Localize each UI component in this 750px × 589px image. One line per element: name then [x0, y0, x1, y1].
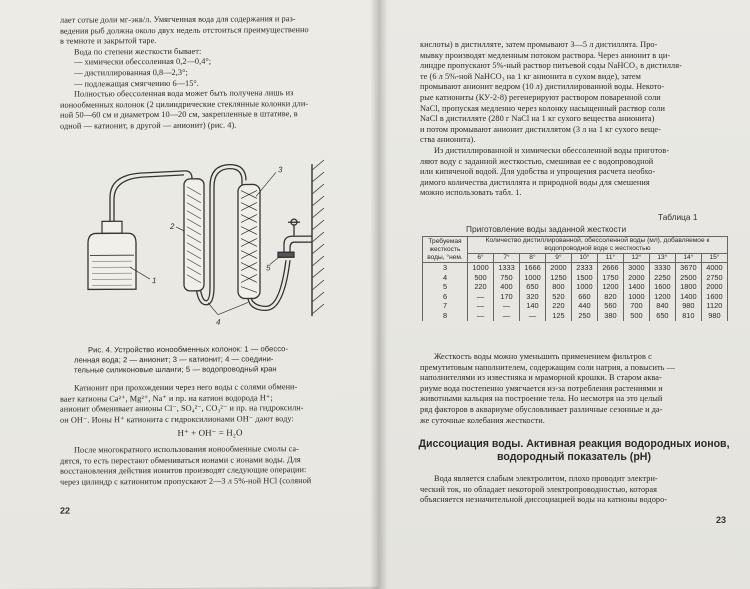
text-line: Жесткость воды можно уменьшить применением фильтров с — [434, 352, 652, 361]
heading-line: Диссоциация воды. Активная реакция водородных ионов, — [418, 438, 730, 450]
text-line: NaCl, пропуская медленно через колонку насыщенный раствор соли — [420, 103, 665, 113]
hardness-class-item: — подлежащая смягчению 6—15°. — [74, 78, 199, 89]
book-gutter-shadow — [370, 0, 388, 589]
table-cell: 320 — [519, 292, 545, 302]
table-body — [423, 263, 728, 321]
table-cell: 440 — [571, 301, 597, 311]
table-col-head: 13° — [649, 254, 675, 263]
text-line: NaCl в дистилляте (280 г NaCl на 1 кг сухого вещества анионита) — [420, 114, 655, 124]
table-cell: 650 — [519, 282, 545, 292]
table-cell: 520 — [545, 292, 571, 302]
table-row-label: 3 — [423, 263, 468, 273]
ion-exchange-figure — [80, 156, 340, 343]
table-column-header: Количество дистиллированной, обессоленной воды (мл), добавляемое к водопроводной воде с жесткостью — [468, 237, 728, 254]
hardness-class-item: — дистиллированная 0,8—2,3°; — [74, 67, 188, 78]
text-line: или кипяченой водой. Для удобства и упрощения расчета необхо- — [420, 167, 656, 177]
table-cell: 220 — [468, 282, 494, 292]
table-cell: 1333 — [493, 263, 519, 273]
text-line: ной 50—60 см и диаметром 10—20 см, закрепленные в штативе, в — [60, 109, 298, 120]
table-cell: 500 — [468, 273, 494, 283]
text-line: объясняется незначительной диссоциацией воды на катионы водоро- — [420, 495, 668, 505]
text-line: ионообменных колонок (2 цилиндрические стеклянные колонки дли- — [60, 98, 309, 110]
table-cell: 1000 — [519, 273, 545, 283]
table-cell: 1000 — [468, 263, 494, 273]
table-cell: — — [468, 311, 494, 321]
collection-bottle-drawing — [88, 221, 136, 289]
text-line: После многократного использования ионообменные смолы са- — [74, 444, 299, 455]
table-cell: 700 — [623, 301, 649, 311]
figure-caption — [74, 344, 364, 376]
text-line: он OH⁻. Ионы H⁺ катионита с гидроксилионами OH⁻ дают воду: — [60, 413, 294, 425]
table-cell: 1120 — [701, 301, 727, 311]
table-cell: 2000 — [545, 263, 571, 273]
table-cell: 840 — [649, 301, 675, 311]
caption-line: ленная вода; 2 — анионит; 3 — катионит; 4 — соедини- — [74, 354, 274, 365]
table-col-head: 10° — [571, 254, 597, 263]
table-row — [423, 292, 728, 302]
table-col-head: 9° — [545, 254, 571, 263]
table-cell: 1750 — [597, 273, 623, 283]
table-row-label: 4 — [423, 273, 468, 283]
table-cell: 560 — [597, 301, 623, 311]
hardness-table — [422, 236, 728, 321]
text-line: димого количества дистиллята и природной воды для смешения — [420, 177, 650, 187]
table-cell: 3330 — [649, 263, 675, 273]
table-col-head: 8° — [519, 254, 545, 263]
table-cell: 800 — [545, 282, 571, 292]
table-label: Таблица 1 — [658, 212, 698, 222]
right-top-text — [420, 40, 728, 199]
table-cell: 1666 — [519, 263, 545, 273]
text-line: ряд факторов в аквариуме обусловливает различные сезонные и да- — [420, 404, 663, 414]
table-col-head: 15° — [701, 254, 727, 263]
text-line: линдре пропускают 5%-ный раствор питьевой соды NaHCO₃ в дистилля- — [420, 61, 682, 71]
water-tap-drawing — [278, 219, 312, 257]
text-line: анионит обменивает анионы Cl⁻, SO₄²⁻, CO₃²⁻ и пр. на гидроксилн- — [60, 403, 304, 414]
table-cell: 2250 — [649, 273, 675, 283]
table-cell: 980 — [701, 311, 727, 321]
table-cell: 2750 — [701, 273, 727, 283]
table-cell: — — [493, 301, 519, 311]
table-cell: — — [519, 311, 545, 321]
text-line: ведения рыб должна около двух недель отстоиться преимущественно — [60, 24, 309, 36]
text-line: наполнителями из известняка и мраморной крошки. В старом аква- — [420, 373, 662, 383]
table-cell: 3000 — [623, 263, 649, 273]
table-cell: 380 — [597, 311, 623, 321]
table-row — [423, 273, 728, 283]
table-cell: 1600 — [649, 282, 675, 292]
table-cell: 810 — [675, 311, 701, 321]
table-cell: 750 — [493, 273, 519, 283]
table-cell: 1250 — [545, 273, 571, 283]
table-row — [423, 263, 728, 273]
right-middle-text — [420, 352, 728, 426]
text-line: восстановления действия ионитов производят следующие операции: — [60, 465, 307, 476]
figure-label-2: 2 — [170, 221, 175, 231]
table-row-header: Требуемая жесткость воды, °нем. — [423, 237, 468, 263]
water-formula: H⁺ + OH⁻ = H₂O — [177, 427, 243, 439]
table-col-head: 14° — [675, 254, 701, 263]
section-heading — [418, 438, 730, 464]
table-cell: 650 — [649, 311, 675, 321]
text-line: можно использовать табл. 1. — [420, 188, 522, 198]
table-cell: 140 — [519, 301, 545, 311]
caption-line: Рис. 4. Устройство ионообменных колонок: 1 — обессо- — [88, 344, 289, 355]
table-cell: 1200 — [597, 282, 623, 292]
text-line: вает катионы Ca²⁺, Mg²⁺, Na⁺ и пр. на катион водорода H⁺; — [60, 392, 273, 404]
table-cell: 820 — [597, 292, 623, 302]
wall-drawing — [312, 160, 324, 316]
table-row-label: 5 — [423, 282, 468, 292]
text-line: в темноте и закрытой таре. — [60, 36, 157, 46]
text-line: Катионит при прохождении через него воды с солями обмени- — [74, 382, 298, 393]
text-line: те (6 л 5%-ной NaHCO₃ на 1 кг анионита в сухом виде), затем — [420, 71, 641, 81]
table-cell: 125 — [545, 311, 571, 321]
page-number-left: 22 — [60, 505, 71, 516]
hardness-classes-intro: Вода по степени жесткости бывает: — [74, 46, 202, 57]
table-col-head: 12° — [623, 254, 649, 263]
table-cell: 500 — [623, 311, 649, 321]
caption-line: тельные силиконовые шланги; 5 — водопроводный кран — [74, 364, 277, 375]
table-cell: 3670 — [675, 263, 701, 273]
table-cell: 1400 — [675, 292, 701, 302]
left-bottom-text — [60, 382, 360, 488]
heading-line: водородный показатель (pH) — [497, 451, 651, 463]
table-cell: 1400 — [623, 282, 649, 292]
figure-label-4: 4 — [216, 317, 221, 327]
page-number-right: 23 — [716, 515, 727, 525]
table-cell: — — [493, 311, 519, 321]
table-cell: — — [468, 292, 494, 302]
table-cell: 1500 — [571, 273, 597, 283]
table-cell: 980 — [675, 301, 701, 311]
text-line: Полностью обессоленная вода может быть получена лишь из — [74, 88, 294, 99]
table-cell: 4000 — [701, 263, 727, 273]
text-line: премутитовым наполнителем, содержащим соли натрия, а повысить — — [420, 362, 675, 372]
text-line: рые катиониты (КУ-2-8) регенерируют раствором поваренной соли — [420, 92, 661, 102]
table-cell: 1000 — [571, 282, 597, 292]
text-line: одной — катионит, в другой — анионит) (рис. 4). — [60, 120, 237, 131]
table-cell: 220 — [545, 301, 571, 311]
text-line: дятся, то есть перестают обмениваться ионами с ионами воды. Для — [60, 454, 301, 466]
right-bottom-text — [420, 474, 728, 506]
table-hardness-columns — [423, 254, 728, 263]
table-cell: 250 — [571, 311, 597, 321]
table-cell: 1800 — [675, 282, 701, 292]
text-line: животными кальция на построение тела. Но несмотря на это целый — [420, 394, 663, 404]
table-cell: — — [468, 301, 494, 311]
figure-label-5: 5 — [266, 263, 271, 273]
table-row-label: 8 — [423, 311, 468, 321]
anion-column-drawing — [184, 179, 204, 291]
table-row — [423, 311, 728, 321]
table-cell: 660 — [571, 292, 597, 302]
figure-label-3: 3 — [278, 165, 283, 175]
text-line: Вода является слабым электролитом, плохо проводит электри- — [434, 474, 658, 483]
left-top-text — [60, 14, 360, 132]
text-line: через цилиндр с катионитом пропускают 2—3 л 5%-ной HCl (соляной — [60, 475, 312, 487]
right-page — [378, 0, 750, 589]
text-line: мывку производят медленным потоком раствора. Через анионит в ци- — [420, 50, 671, 60]
table-cell: 2500 — [675, 273, 701, 283]
table-cell: 2000 — [701, 282, 727, 292]
text-line: кислоты) в дистилляте, затем промывают 3—5 л дистиллята. Про- — [420, 40, 658, 49]
cation-column-drawing — [238, 184, 260, 298]
text-line: же суточные колебания жесткости. — [420, 415, 545, 425]
text-line: ляют воду с заданной жесткостью, смешивая ее с водопроводной — [420, 156, 654, 166]
text-line: промывают анионит ведром (10 л) дистиллированной воды. Некото- — [420, 82, 665, 92]
table-col-head: 7° — [493, 254, 519, 263]
table-cell: 400 — [493, 282, 519, 292]
table-title: Приготовление воды заданной жесткости — [466, 224, 627, 234]
hardness-class-item: — химически обессоленная 0,2—0,4°; — [74, 57, 212, 67]
table-cell: 1600 — [701, 292, 727, 302]
table-row — [423, 301, 728, 311]
table-cell: 1000 — [623, 292, 649, 302]
text-line: лает сотые доли мг-экв/л. Умягченная вода для содержания и раз- — [60, 14, 296, 25]
table-row-label: 6 — [423, 292, 468, 302]
table-row — [423, 282, 728, 292]
table-cell: 2000 — [623, 273, 649, 283]
text-line: Из дистиллированной и химически обессоленной воды приготов- — [434, 145, 670, 155]
figure-label-1: 1 — [152, 276, 157, 286]
table-cell: 2666 — [597, 263, 623, 273]
text-line: и потом промывают анионит дистиллятом (3 л на 1 кг сухого веще- — [420, 124, 661, 134]
text-line: ческий ток, но обладает некоторой электропроводностью, которая — [420, 484, 657, 494]
table-col-head: 6° — [468, 254, 494, 263]
table-col-head: 11° — [597, 254, 623, 263]
table-cell: 170 — [493, 292, 519, 302]
table-row-label: 7 — [423, 301, 468, 311]
text-line: ства анионита). — [420, 135, 476, 145]
table-cell: 2333 — [571, 263, 597, 273]
table-cell: 1200 — [649, 292, 675, 302]
text-line: риуме вода постепенно умягчается из-за потребления растениями и — [420, 383, 663, 393]
